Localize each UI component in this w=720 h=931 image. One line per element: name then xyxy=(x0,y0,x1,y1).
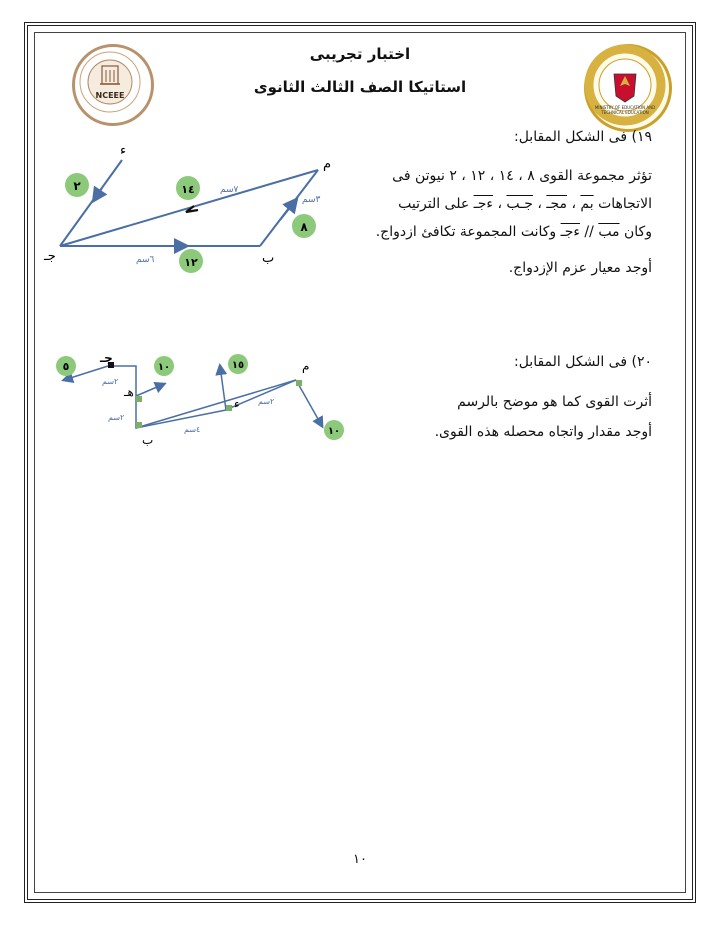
svg-text:١٥: ١٥ xyxy=(231,360,245,371)
q19-line4: أوجد معيار عزم الإزدواج. xyxy=(508,260,652,276)
ministry-seal-text: MINISTRY OF EDUCATION AND TECHNICAL EDUCATION xyxy=(594,105,656,115)
force-arrow-10-left xyxy=(136,384,164,396)
separator: ، xyxy=(567,196,581,212)
svg-text:٨: ٨ xyxy=(300,220,308,234)
nceee-logo-text: NCEEE xyxy=(95,91,125,100)
length-mj: ٧سم xyxy=(220,185,239,195)
q19-line3-prefix: وكان xyxy=(619,224,652,240)
right-angle-mark xyxy=(136,422,142,428)
vertex-d: ء xyxy=(120,143,127,158)
length-jb: ٦سم xyxy=(136,255,155,265)
svg-text:١٠: ١٠ xyxy=(327,426,341,437)
vertex-b: ب xyxy=(262,251,275,266)
ministry-seal xyxy=(584,44,672,132)
force-badge-5 xyxy=(56,356,76,376)
q19-line1: تؤثر مجموعة القوى ٨ ، ١٤ ، ١٢ ، ٢ نيوتن فى xyxy=(392,168,652,184)
vector-jb: جـب xyxy=(506,196,533,212)
length-label: ٢سم xyxy=(108,413,125,422)
svg-text:١٢: ١٢ xyxy=(184,256,198,269)
force-badge-12 xyxy=(179,249,203,273)
force-arrow-15 xyxy=(220,366,226,410)
length-label: ٤سم xyxy=(184,425,201,434)
svg-text:٢: ٢ xyxy=(73,179,81,193)
length-label: ٢سم xyxy=(258,397,275,406)
vector-dj: ءجـ xyxy=(473,196,493,212)
vector-mj: مجـ xyxy=(546,196,567,212)
q19-heading: ١٩) فى الشكل المقابل: xyxy=(513,129,652,145)
vertex-d: ء xyxy=(234,397,240,411)
svg-text:١٠: ١٠ xyxy=(157,362,171,373)
separator: ، xyxy=(493,196,507,212)
vertex-h: هـ xyxy=(124,385,134,399)
svg-text:٥: ٥ xyxy=(62,360,70,373)
q20-line2: أوجد مقدار واتجاه محصله هذه القوى. xyxy=(434,424,652,440)
vertex-m: م xyxy=(323,157,332,172)
q20-line1: أثرت القوى كما هو موضح بالرسم xyxy=(457,394,652,410)
svg-text:١٤: ١٤ xyxy=(181,183,195,196)
force-badge-2 xyxy=(65,173,89,197)
q20-figure xyxy=(52,350,352,450)
force-badge-10-left xyxy=(154,356,174,376)
separator: ، xyxy=(532,196,547,212)
force-arrow-10-right xyxy=(296,380,322,426)
length-label: ٢سم xyxy=(102,377,119,386)
q19-line3 xyxy=(376,218,652,246)
q19-line2 xyxy=(398,190,652,218)
force-badge-15 xyxy=(228,354,248,374)
q19-line3-suffix: وكانت المجموعة تكافئ ازدواج. xyxy=(375,224,561,240)
force-badge-14 xyxy=(176,176,200,200)
vertex-j: جـ xyxy=(100,351,113,365)
q19-line2-prefix: الاتجاهات xyxy=(593,196,652,212)
right-angle-mark xyxy=(136,396,142,402)
nceee-logo xyxy=(72,44,154,126)
exam-title: اختبار تجريبى xyxy=(309,45,411,63)
parallel-symbol: // xyxy=(579,224,599,240)
right-angle-mark xyxy=(226,405,232,411)
vertex-j: جـ xyxy=(44,249,56,264)
length-bm: ٣سم xyxy=(302,195,321,205)
page-number: ١٠ xyxy=(353,852,367,867)
segment-dj: ءجـ xyxy=(560,224,580,240)
segment-mb: مب xyxy=(598,224,620,240)
force-arrow-8 xyxy=(280,200,296,220)
vector-bm: بم xyxy=(580,196,594,212)
force-arrow-2 xyxy=(94,188,102,200)
right-angle-mark xyxy=(296,380,302,386)
q19-figure xyxy=(40,140,360,290)
force-badge-10-right xyxy=(324,420,344,440)
vertex-m: م xyxy=(302,359,310,373)
vertex-b: ب xyxy=(142,433,154,447)
q19-line2-suffix: على الترتيب xyxy=(398,196,474,212)
q20-heading: ٢٠) فى الشكل المقابل: xyxy=(513,354,652,370)
exam-subtitle: استاتيكا الصف الثالث الثانوى xyxy=(253,78,467,96)
side-dj xyxy=(60,160,122,246)
force-badge-8 xyxy=(292,214,316,238)
